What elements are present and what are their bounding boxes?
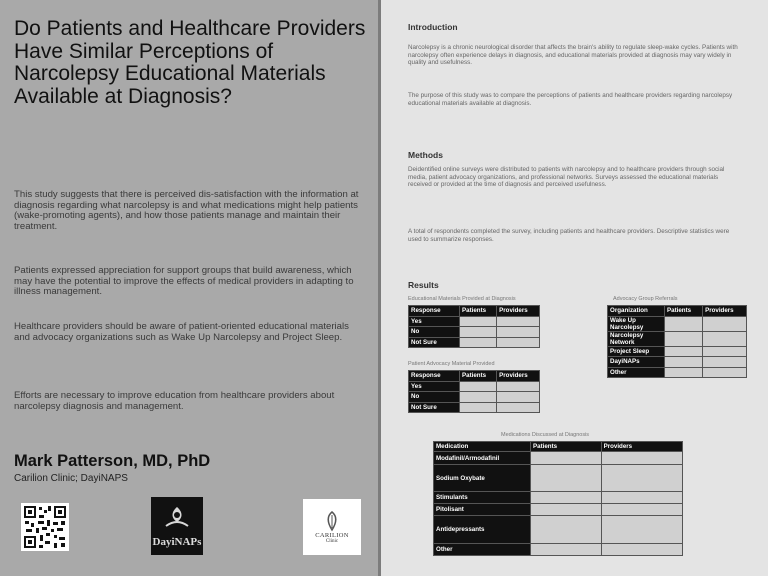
table-row-label: DayiNAPs	[608, 357, 665, 368]
table-row-label: Sodium Oxybate	[434, 465, 531, 492]
table1-caption: Educational Materials Provided at Diagnosis	[408, 296, 516, 302]
table-cell	[531, 544, 602, 556]
table-header-cell: Providers	[703, 306, 747, 317]
table-header-cell: Response	[409, 371, 460, 382]
table3-caption: Advocacy Group Referrals	[613, 296, 678, 302]
carilion-logo-text: CARILION	[315, 532, 349, 539]
table-row-label: Narcolepsy Network	[608, 331, 665, 346]
table-header-cell: Organization	[608, 306, 665, 317]
table-header-cell: Patients	[531, 442, 602, 452]
table-row-label: Other	[608, 367, 665, 378]
table-row	[409, 316, 540, 327]
table-header-cell: Providers	[601, 442, 682, 452]
table-header-cell: Providers	[497, 371, 540, 382]
table-row-label: No	[409, 327, 460, 338]
table-row	[434, 516, 683, 544]
table-cell	[665, 316, 703, 331]
conclusion-paragraph-3: Healthcare providers should be aware of patient-oriented educational materials and advocacy organizations such as Wake Up Narcolepsy and Project Sleep.	[14, 321, 349, 343]
table-cell	[531, 492, 602, 504]
table-cell	[665, 346, 703, 357]
table-cell	[703, 346, 747, 357]
table-cell	[460, 381, 497, 392]
table-cell	[497, 402, 540, 413]
table-cell	[531, 452, 602, 465]
table-cell	[703, 316, 747, 331]
carilion-logo-subtext: Clinic	[325, 539, 339, 544]
table-cell	[601, 492, 682, 504]
table-row-label: Stimulants	[434, 492, 531, 504]
table-header-cell: Patients	[460, 371, 497, 382]
introduction-heading: Introduction	[408, 22, 458, 32]
table-cell	[531, 516, 602, 544]
daynaps-emblem-icon	[162, 504, 192, 534]
table-row	[434, 504, 683, 516]
conclusion-paragraph-4: Efforts are necessary to improve education from healthcare providers about narcolepsy diagnosis and management.	[14, 390, 335, 412]
table-cell	[531, 504, 602, 516]
table-row	[608, 357, 747, 368]
table-cell	[665, 331, 703, 346]
table-row-label: Modafinil/Armodafinil	[434, 452, 531, 465]
table-cell	[665, 367, 703, 378]
qr-code-icon[interactable]	[21, 503, 69, 551]
table-row	[409, 402, 540, 413]
conclusion-paragraph-2: Patients expressed appreciation for support groups that build awareness, which may have the potential to improve the effects of medical providers in adapting to illness management.	[14, 265, 354, 298]
table4-caption: Medications Discussed at Diagnosis	[501, 432, 590, 438]
table4	[433, 441, 683, 556]
table-header-cell: Medication	[434, 442, 531, 452]
table-header-row	[409, 306, 540, 317]
table-header-cell: Patients	[665, 306, 703, 317]
table-header-cell: Response	[409, 306, 460, 317]
table-header-cell: Patients	[460, 306, 497, 317]
table-row-label: Pitolisant	[434, 504, 531, 516]
table-cell	[703, 357, 747, 368]
table-header-row	[608, 306, 747, 317]
table-row	[409, 392, 540, 403]
table-header-row	[434, 442, 683, 452]
table-cell	[703, 331, 747, 346]
table-cell	[460, 337, 497, 348]
methods-paragraph-2: A total of respondents completed the survey, including patients and healthcare providers. Descriptive statistics were used to summarize responses.	[408, 228, 730, 243]
table-cell	[497, 337, 540, 348]
table-row	[608, 367, 747, 378]
poster-title: Do Patients and Healthcare Providers Have Similar Perceptions of Narcolepsy Educational Materials Available at Diagnosis?	[14, 17, 366, 108]
table-cell	[601, 465, 682, 492]
table-cell	[703, 367, 747, 378]
table-cell	[460, 316, 497, 327]
daynaps-logo-text: DayiNAPs	[152, 536, 202, 548]
table-row-label: Wake Up Narcolepsy	[608, 316, 665, 331]
table-row	[434, 492, 683, 504]
table-cell	[497, 392, 540, 403]
results-heading: Results	[408, 280, 439, 290]
table-cell	[601, 452, 682, 465]
carilion-emblem-icon	[321, 510, 343, 532]
table-row-label: Not Sure	[409, 337, 460, 348]
table-row	[434, 465, 683, 492]
methods-heading: Methods	[408, 150, 443, 160]
table-row	[608, 331, 747, 346]
daynaps-logo	[151, 497, 203, 555]
table1	[408, 305, 540, 348]
table-cell	[665, 357, 703, 368]
table-header-cell: Providers	[497, 306, 540, 317]
table2-caption: Patient Advocacy Material Provided	[408, 361, 495, 367]
introduction-paragraph-2: The purpose of this study was to compare the perceptions of patients and healthcare providers regarding narcolepsy educational materials available at diagnosis.	[408, 92, 733, 107]
table-row-label: No	[409, 392, 460, 403]
table-row-label: Yes	[409, 381, 460, 392]
table-row	[409, 381, 540, 392]
conclusion-paragraph-1: This study suggests that there is perceived dis-satisfaction with the information at diagnosis regarding what narcolepsy is and what medications might help patients (wake-promoting agents), and how those patients manage and maintain their treatment.	[14, 189, 359, 233]
table-row	[434, 452, 683, 465]
table-row	[608, 346, 747, 357]
left-panel	[0, 0, 378, 576]
table-cell	[460, 402, 497, 413]
table-row-label: Yes	[409, 316, 460, 327]
table-cell	[460, 392, 497, 403]
table-cell	[497, 381, 540, 392]
introduction-paragraph-1: Narcolepsy is a chronic neurological disorder that affects the brain's ability to regulate sleep-wake cycles. Patients with narcolepsy often experience delays in diagnosis, and educational materials provided at diagnosis may vary widely in quality and usefulness.	[408, 44, 738, 67]
table2	[408, 370, 540, 413]
table-row-label: Project Sleep	[608, 346, 665, 357]
table-row-label: Antidepressants	[434, 516, 531, 544]
table-row-label: Other	[434, 544, 531, 556]
table-cell	[601, 544, 682, 556]
table-row	[434, 544, 683, 556]
table-cell	[497, 316, 540, 327]
table-cell	[460, 327, 497, 338]
table-cell	[601, 504, 682, 516]
author-affiliation: Carilion Clinic; DayiNAPS	[14, 473, 128, 484]
carilion-logo	[303, 499, 361, 555]
table3	[607, 305, 747, 378]
table-cell	[601, 516, 682, 544]
table-row-label: Not Sure	[409, 402, 460, 413]
table-header-row	[409, 371, 540, 382]
table-row	[409, 327, 540, 338]
table-cell	[531, 465, 602, 492]
table-row	[409, 337, 540, 348]
table-cell	[497, 327, 540, 338]
author-name: Mark Patterson, MD, PhD	[14, 452, 211, 470]
right-panel	[381, 0, 768, 576]
methods-paragraph-1: Deidentified online surveys were distributed to patients with narcolepsy and to healthcare providers through social media, patient advocacy organizations, and professional networks. Surveys assessed the educational materials received or provided at the time of diagnosis and perceived usefulness.	[408, 166, 725, 189]
table-row	[608, 316, 747, 331]
